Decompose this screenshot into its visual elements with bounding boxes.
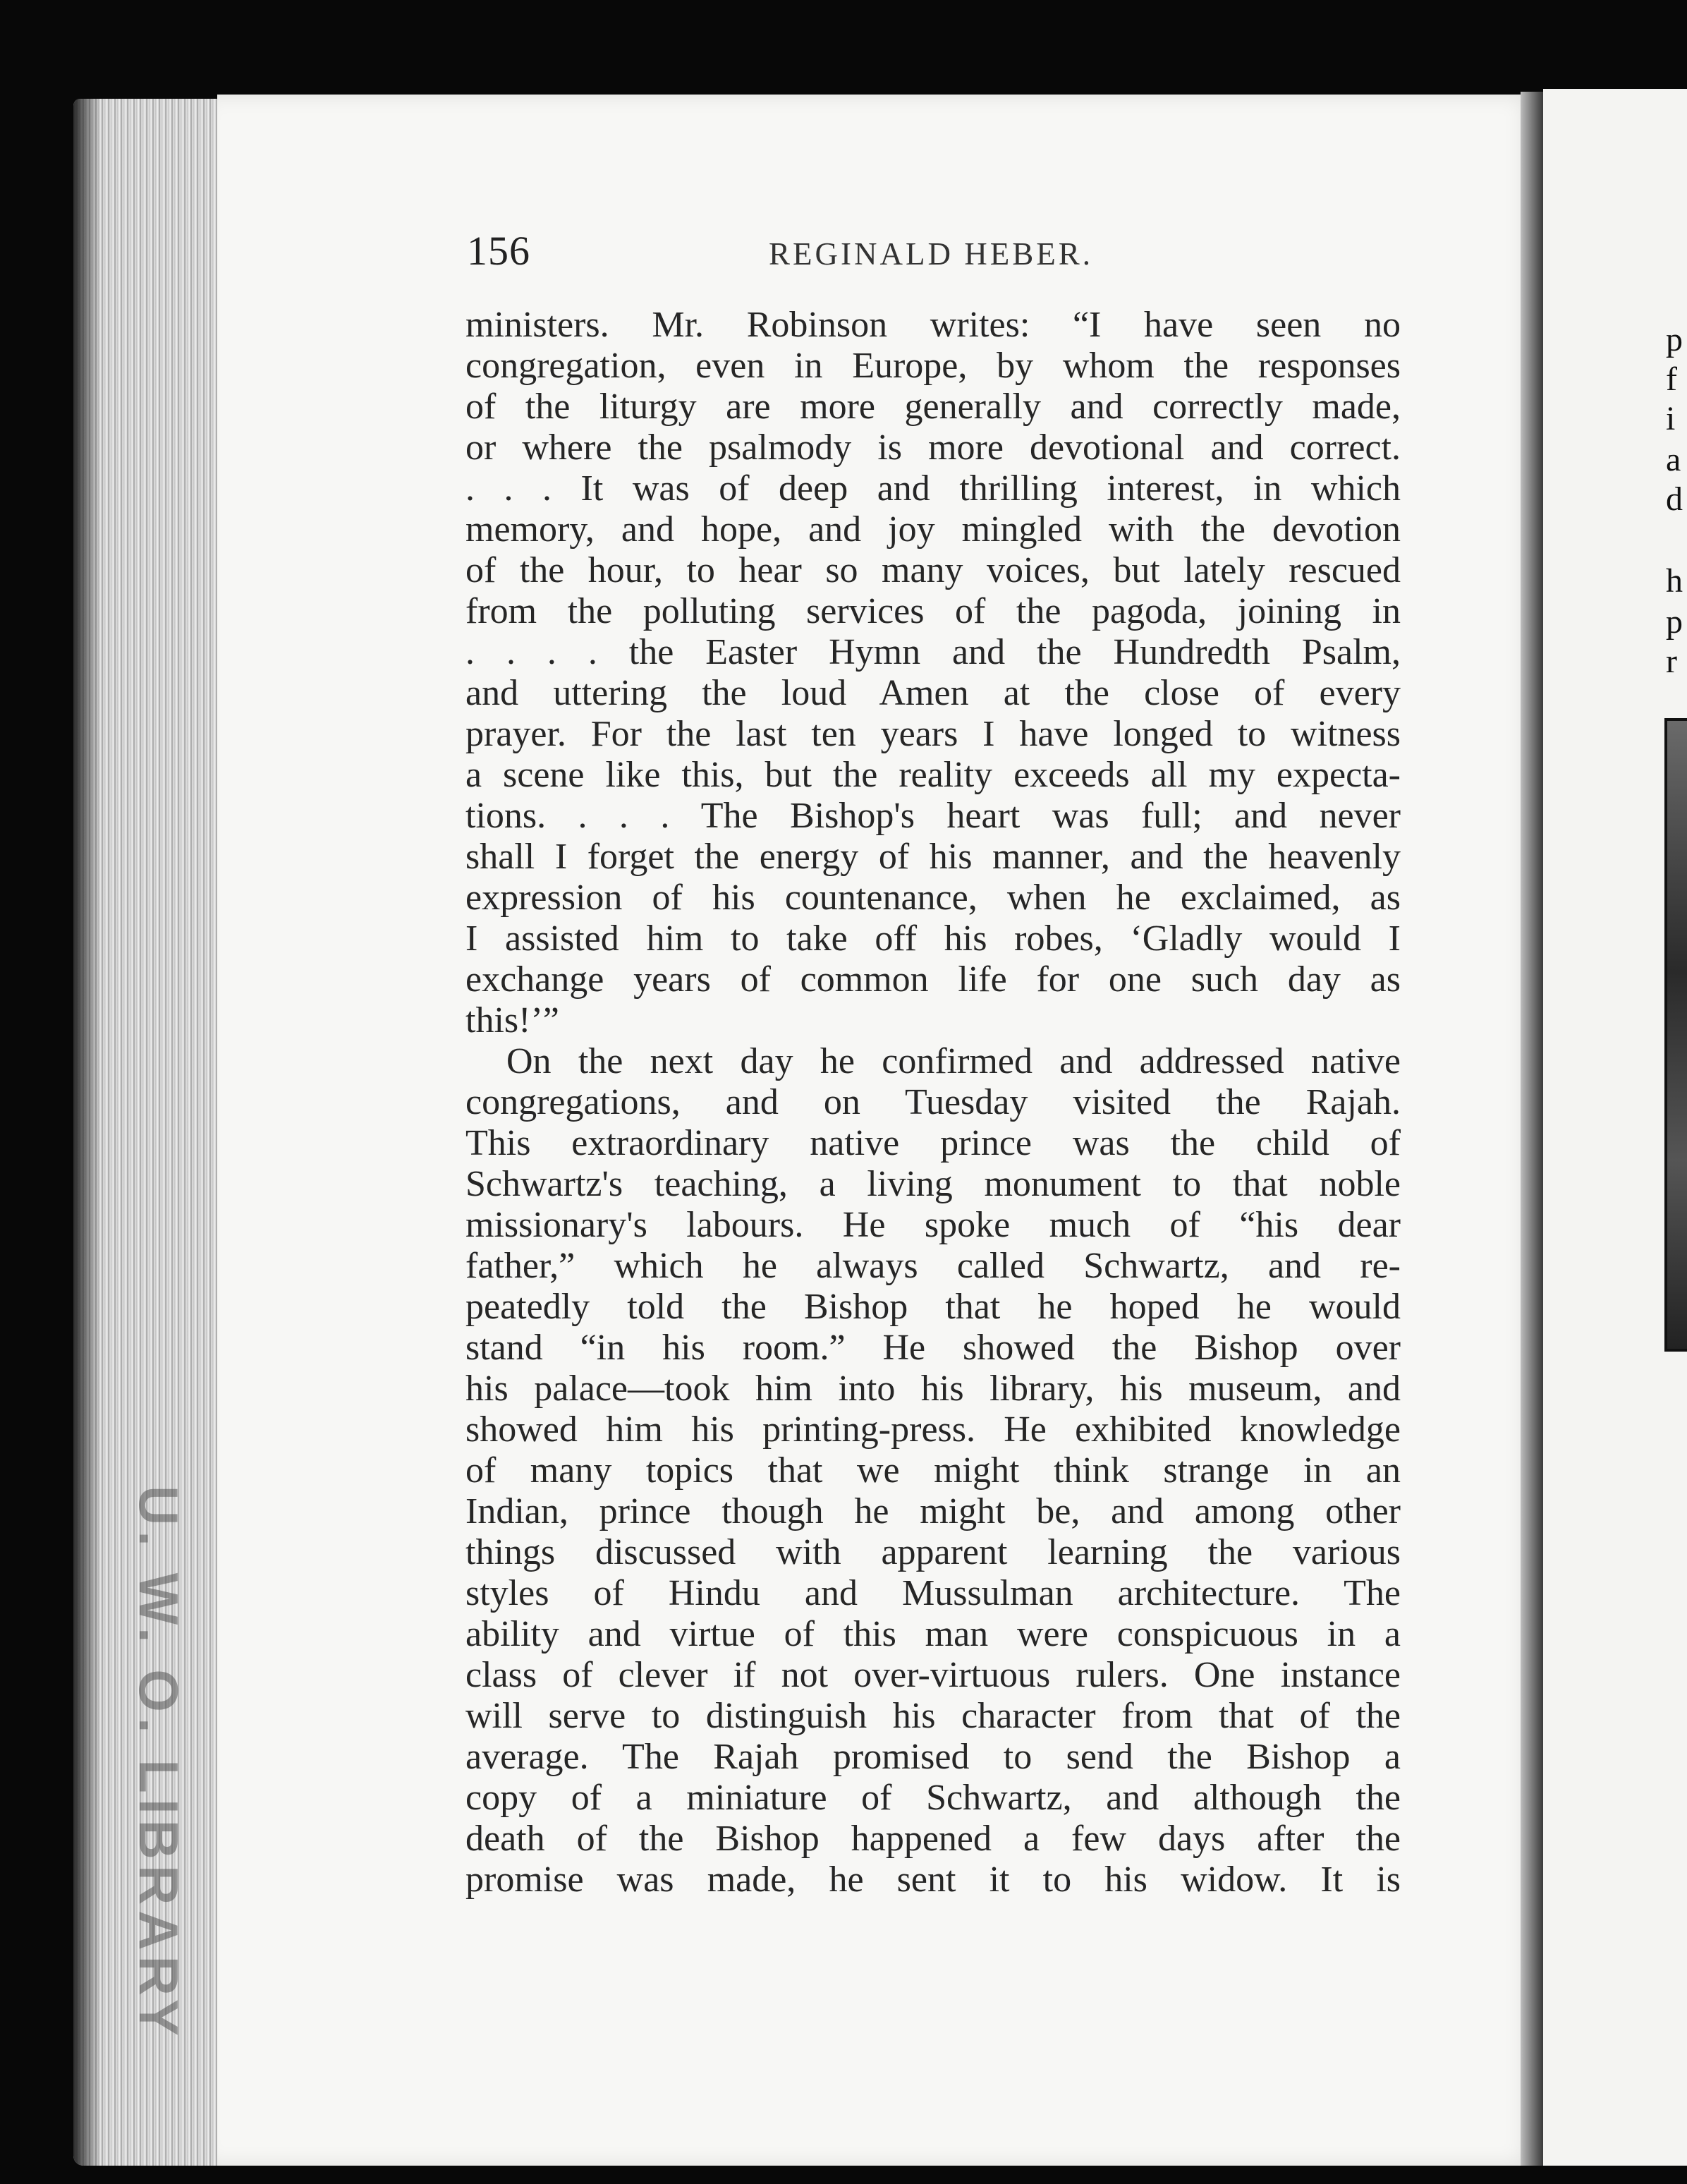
spine-shadow <box>73 99 102 2166</box>
text-line: prayer. For the last ten years I have longed to witness <box>465 714 1401 754</box>
body-text <box>465 305 1401 1900</box>
text-line: copy of a miniature of Schwartz, and although the <box>465 1778 1401 1818</box>
text-line: tions. . . . The Bishop's heart was full; and never <box>465 796 1401 836</box>
text-line: average. The Rajah promised to send the Bishop a <box>465 1737 1401 1777</box>
text-line: will serve to distinguish his character from that of the <box>465 1696 1401 1736</box>
text-line: Schwartz's teaching, a living monument to that noble <box>465 1164 1401 1204</box>
text-line: memory, and hope, and joy mingled with the devotion <box>465 509 1401 550</box>
text-line: On the next day he confirmed and addressed native <box>506 1041 1401 1081</box>
text-line: peatedly told the Bishop that he hoped he would <box>465 1287 1401 1327</box>
text-line: promise was made, he sent it to his widow. It is <box>465 1860 1401 1900</box>
text-line: styles of Hindu and Mussulman architecture. The <box>465 1573 1401 1613</box>
text-line: expression of his countenance, when he exclaimed, as <box>465 878 1401 918</box>
text-line: ability and virtue of this man were conspicuous in a <box>465 1614 1401 1654</box>
text-line: of the hour, to hear so many voices, but lately rescued <box>465 550 1401 590</box>
text-line: missionary's labours. He spoke much of “his dear <box>465 1205 1401 1245</box>
library-stamp: U. W. O. LIBRARY <box>128 1485 190 2042</box>
text-line: from the polluting services of the pagoda, joining in <box>465 591 1401 631</box>
text-line: class of clever if not over-virtuous rulers. One instance <box>465 1655 1401 1695</box>
text-line: shall I forget the energy of his manner, and the heavenly <box>465 837 1401 877</box>
facing-page-fragment: r <box>1666 643 1677 680</box>
text-line: his palace—took him into his library, his museum, and <box>465 1369 1401 1409</box>
text-line: father,” which he always called Schwartz, and re- <box>465 1246 1401 1286</box>
facing-page-fragment: d <box>1666 480 1683 518</box>
page-number: 156 <box>467 228 530 274</box>
facing-page-fragment: f <box>1666 360 1677 398</box>
text-line: of many topics that we might think strange in an <box>465 1450 1401 1491</box>
text-line: congregations, and on Tuesday visited the Rajah. <box>465 1082 1401 1122</box>
facing-page-fragment: a <box>1666 441 1681 478</box>
text-line: a scene like this, but the reality exceeds all my expecta- <box>465 755 1401 795</box>
text-line: and uttering the loud Amen at the close of every <box>465 673 1401 713</box>
facing-page-fragment: h <box>1666 562 1683 600</box>
text-line: things discussed with apparent learning the various <box>465 1532 1401 1572</box>
text-line: . . . It was of deep and thrilling interest, in which <box>465 468 1401 509</box>
text-line: This extraordinary native prince was the child of <box>465 1123 1401 1163</box>
facing-page-fragment: p <box>1666 321 1683 358</box>
text-line: ministers. Mr. Robinson writes: “I have seen no <box>465 305 1401 345</box>
text-line: . . . . the Easter Hymn and the Hundredth Psalm, <box>465 632 1401 672</box>
text-line: Indian, prince though he might be, and among other <box>465 1491 1401 1531</box>
book-gutter <box>1521 92 1543 2166</box>
text-line: stand “in his room.” He showed the Bishop over <box>465 1328 1401 1368</box>
text-line: this!’” <box>465 1000 559 1041</box>
facing-page-fragment: i <box>1666 400 1676 437</box>
text-line: congregation, even in Europe, by whom the responses <box>465 346 1401 386</box>
text-line: I assisted him to take off his robes, ‘Gladly would I <box>465 918 1401 959</box>
running-head: REGINALD HEBER. <box>769 236 1093 272</box>
facing-page-fragment: p <box>1666 603 1683 641</box>
text-line: showed him his printing-press. He exhibited knowledge <box>465 1409 1401 1450</box>
text-line: of the liturgy are more generally and correctly made, <box>465 387 1401 427</box>
text-line: or where the psalmody is more devotional and correct. <box>465 427 1401 468</box>
facing-page-illustration <box>1664 718 1687 1352</box>
text-line: death of the Bishop happened a few days after the <box>465 1819 1401 1859</box>
text-line: exchange years of common life for one such day as <box>465 959 1401 1000</box>
